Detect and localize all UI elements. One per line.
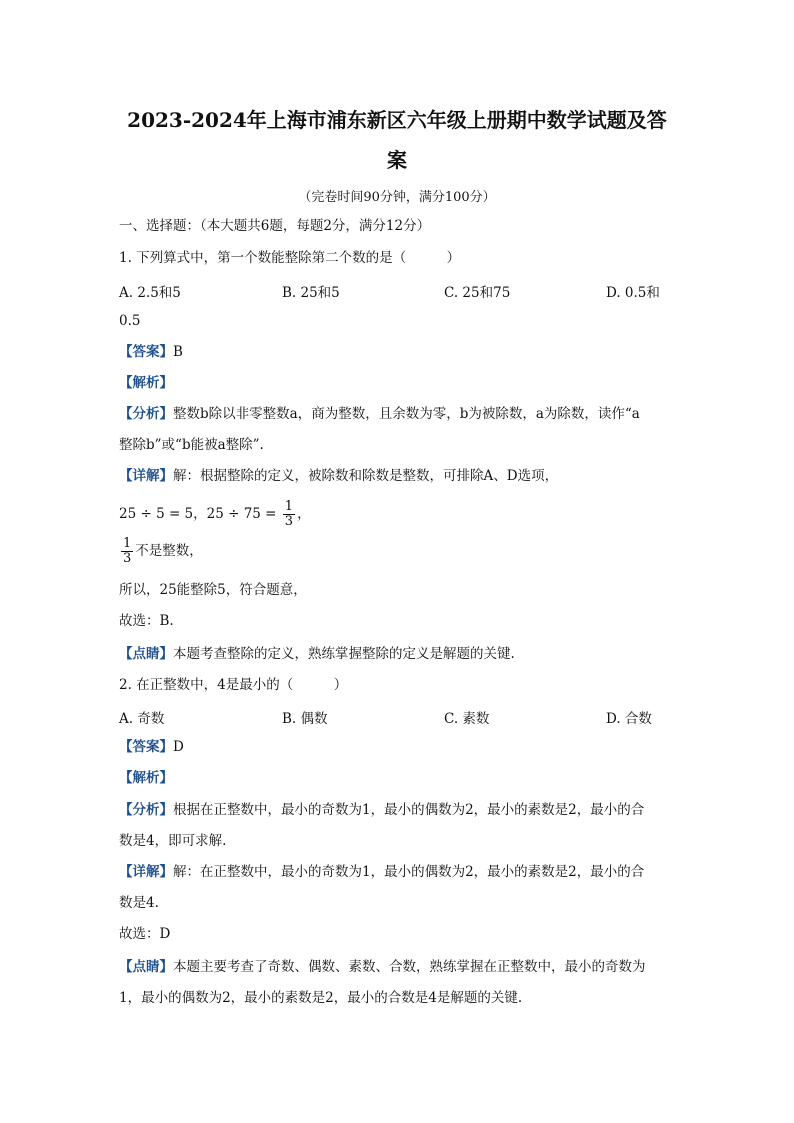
q2-answer-value: D [173, 739, 184, 755]
fraction-denominator: 3 [284, 514, 294, 529]
q2-fenxi [119, 801, 644, 819]
document-title-line2: 案 [387, 148, 407, 172]
q2-option-b: B. 偶数 [282, 711, 328, 727]
fraction-denominator: 3 [123, 551, 132, 566]
fenxi-tag: 【分析】 [119, 406, 173, 422]
xiangjie-tag: 【详解】 [119, 468, 173, 484]
analysis-tag: 【解析】 [119, 770, 173, 786]
q2-choose: 故选：D [119, 926, 171, 942]
q1-option-b: B. 25和5 [282, 285, 340, 301]
q2-xiangjie-line2: 数是4. [119, 895, 159, 911]
answer-tag: 【答案】 [119, 739, 173, 755]
q1-dianjing [119, 645, 515, 663]
q2-dianjing-line2: 1，最小的偶数为2，最小的素数是2，最小的合数是4是解题的关键. [119, 990, 523, 1006]
answer-tag: 【答案】 [119, 344, 173, 360]
q1-equation [119, 494, 311, 534]
dianjing-tag: 【点睛】 [119, 959, 173, 975]
q1-fenxi [119, 405, 640, 423]
q1-option-d: D. 0.5和 [606, 285, 660, 301]
q2-xiangjie-text: 解：在正整数中，最小的奇数为1，最小的偶数为2，最小的素数是2，最小的合 [173, 864, 645, 880]
q1-so-line: 所以，25能整除5，符合题意， [119, 582, 307, 598]
fraction-numerator: 1 [284, 499, 294, 514]
q2-dianjing [119, 958, 646, 976]
q1-option-c: C. 25和75 [444, 285, 511, 301]
q2-stem: 2. 在正整数中，4是最小的（ ） [119, 677, 348, 693]
exam-subtitle: （完卷时间90分钟，满分100分） [298, 190, 496, 205]
q2-xiangjie [119, 863, 644, 881]
q2-answer [119, 738, 184, 756]
equation-tail: ， [297, 506, 311, 522]
fraction-numerator: 1 [123, 536, 132, 551]
fraction-one-third-2 [121, 537, 133, 566]
q1-xiangjie [119, 467, 558, 485]
q2-analysis-heading [119, 769, 173, 787]
q1-choose: 故选：B. [119, 613, 174, 629]
q1-not-integer-line [119, 534, 203, 568]
q1-answer [119, 343, 183, 361]
dianjing-tag: 【点睛】 [119, 646, 173, 662]
q1-stem: 1. 下列算式中，第一个数能整除第二个数的是（ ） [119, 250, 461, 266]
fraction-one-third [283, 500, 295, 529]
q2-fenxi-text: 根据在正整数中，最小的奇数为1，最小的偶数为2，最小的素数是2，最小的合 [173, 802, 645, 818]
fenxi-tag: 【分析】 [119, 802, 173, 818]
q1-fenxi-text: 整数b除以非零整数a，商为整数，且余数为零，b为被除数，a为除数，读作“a [173, 406, 640, 422]
analysis-tag: 【解析】 [119, 375, 173, 391]
q1-option-d-wrap: 0.5 [119, 313, 141, 329]
q1-option-a: A. 2.5和5 [119, 285, 181, 301]
document-title-line1: 2023-2024年上海市浦东新区六年级上册期中数学试题及答 [127, 108, 667, 132]
xiangjie-tag: 【详解】 [119, 864, 173, 880]
section-heading: 一、选择题：（本大题共6题，每题2分，满分12分） [119, 218, 431, 234]
q2-dianjing-text: 本题主要考查了奇数、偶数、素数、合数，熟练掌握在正整数中，最小的奇数为 [173, 959, 646, 975]
q1-fenxi-line2: 整除b”或“b能被a整除”. [119, 437, 264, 453]
q2-option-c: C. 素数 [444, 711, 490, 727]
q1-analysis-heading [119, 374, 173, 392]
q2-option-a: A. 奇数 [119, 711, 165, 727]
q1-dianjing-text: 本题考查整除的定义，熟练掌握整除的定义是解题的关键. [173, 646, 515, 662]
q1-xiangjie-text: 解：根据整除的定义，被除数和除数是整数，可排除A、D选项， [173, 468, 559, 484]
q2-fenxi-line2: 数是4，即可求解. [119, 833, 227, 849]
q2-option-d: D. 合数 [606, 711, 652, 727]
equation-text: 25 ÷ 5 = 5，25 ÷ 75 = [119, 506, 277, 522]
not-integer-text: 不是整数， [135, 543, 203, 559]
q1-answer-value: B [173, 344, 183, 360]
